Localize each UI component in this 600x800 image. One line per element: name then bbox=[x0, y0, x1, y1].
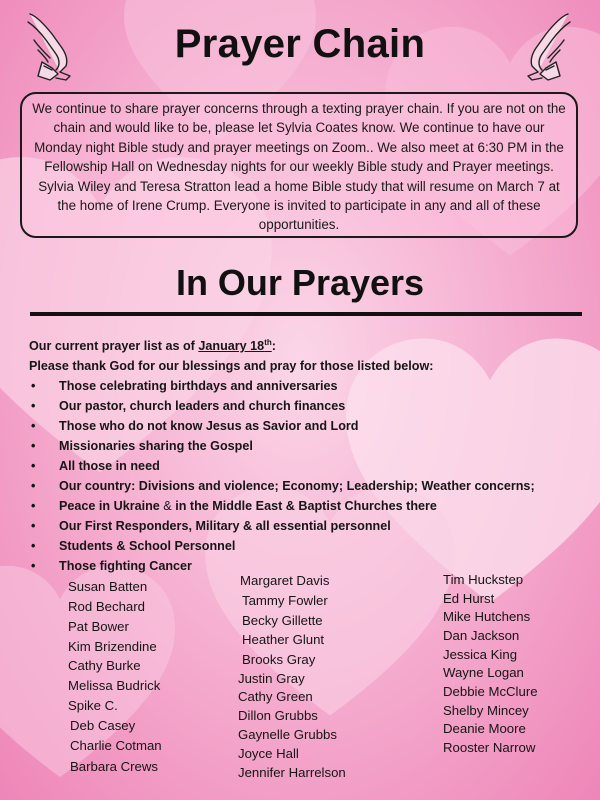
list-item: • Those celebrating birthdays and anniversaries bbox=[29, 376, 589, 396]
date-suffix: th bbox=[264, 337, 272, 347]
list-item: Rooster Narrow bbox=[443, 740, 536, 755]
list-item: Jennifer Harrelson bbox=[238, 765, 346, 780]
list-item: Debbie McClure bbox=[443, 684, 538, 699]
in-our-prayers-title: In Our Prayers bbox=[175, 262, 425, 303]
list-item: • Our country: Divisions and violence; Economy; Leadership; Weather concerns; bbox=[29, 476, 589, 496]
intro-text: Our current prayer list as of bbox=[29, 339, 199, 353]
list-item: Brooks Gray bbox=[242, 652, 316, 667]
prayer-list-subtitle: Please thank God for our blessings and pray for those listed below: bbox=[29, 359, 434, 373]
list-item: Becky Gillette bbox=[242, 613, 323, 628]
list-item: Spike C. bbox=[68, 698, 118, 713]
prayer-list-intro bbox=[29, 336, 589, 356]
list-item: Gaynelle Grubbs bbox=[238, 727, 337, 742]
peace-text: Peace in Ukraine bbox=[59, 499, 160, 513]
list-item: • Students & School Personnel bbox=[29, 536, 589, 556]
list-item: Barbara Crews bbox=[70, 759, 158, 774]
list-item: • All those in need bbox=[29, 456, 589, 476]
list-item: Rod Bechard bbox=[68, 599, 145, 614]
list-item: Susan Batten bbox=[68, 579, 148, 594]
list-item: Kim Brizendine bbox=[68, 639, 157, 654]
list-item: Dan Jackson bbox=[443, 628, 520, 643]
prayer-chain-box bbox=[20, 92, 578, 238]
list-item: Jessica King bbox=[443, 647, 518, 662]
list-item: Heather Glunt bbox=[242, 632, 325, 647]
list-item: • Those fighting Cancer bbox=[29, 556, 589, 576]
list-item: Melissa Budrick bbox=[68, 678, 161, 693]
list-item: Deanie Moore bbox=[443, 721, 526, 736]
list-item: • Missionaries sharing the Gospel bbox=[29, 436, 589, 456]
peace-rest: in the Middle East & Baptist Churches there bbox=[175, 499, 437, 513]
list-item: Cathy Burke bbox=[68, 658, 141, 673]
list-item: Ed Hurst bbox=[443, 591, 495, 606]
list-item: Cathy Green bbox=[238, 689, 313, 704]
peace-amp: & bbox=[159, 499, 176, 513]
list-item: Justin Gray bbox=[238, 671, 305, 686]
list-item: Dillon Grubbs bbox=[238, 708, 318, 723]
intro-colon: : bbox=[271, 339, 276, 353]
list-item: • Our pastor, church leaders and church finances bbox=[29, 396, 589, 416]
list-item: Shelby Mincey bbox=[443, 703, 529, 718]
list-item: Joyce Hall bbox=[238, 746, 299, 761]
list-item: • Our First Responders, Military & all essential personnel bbox=[29, 516, 589, 536]
date-text: January 18 bbox=[198, 339, 265, 353]
divider bbox=[30, 312, 582, 316]
intro-date bbox=[198, 339, 271, 353]
list-item: • Those who do not know Jesus as Savior and Lord bbox=[29, 416, 589, 436]
prayer-items bbox=[29, 376, 589, 576]
list-item: Margaret Davis bbox=[240, 573, 330, 588]
list-item: Tim Huckstep bbox=[443, 572, 524, 587]
list-item: Mike Hutchens bbox=[443, 609, 531, 624]
prayer-list bbox=[29, 336, 589, 576]
list-item: Pat Bower bbox=[68, 619, 129, 634]
prayer-chain-body: We continue to share prayer concerns through a texting prayer chain. If you are not on the chain and would like to be, please let Sylvia Coates know. We continue to have our Monday night Bible study and prayer meetings on Zoom.. We also meet at 6:30 PM in the Fellowship Hall on Wednesday nights for our weekly Bible study and Prayer meetings. Sylvia Wiley and Teresa Stratton lead a home Bible study that will resume on March 7 at the home of Irene Crump. Everyone is invited to participate in any and all of these opportunities. bbox=[32, 101, 566, 233]
list-item: Tammy Fowler bbox=[242, 593, 328, 608]
prayer-chain-title: Prayer Chain bbox=[174, 22, 426, 66]
list-item bbox=[29, 496, 589, 516]
list-item: Charlie Cotman bbox=[70, 738, 162, 753]
list-item: Deb Casey bbox=[70, 718, 136, 733]
list-item: Wayne Logan bbox=[443, 665, 524, 680]
